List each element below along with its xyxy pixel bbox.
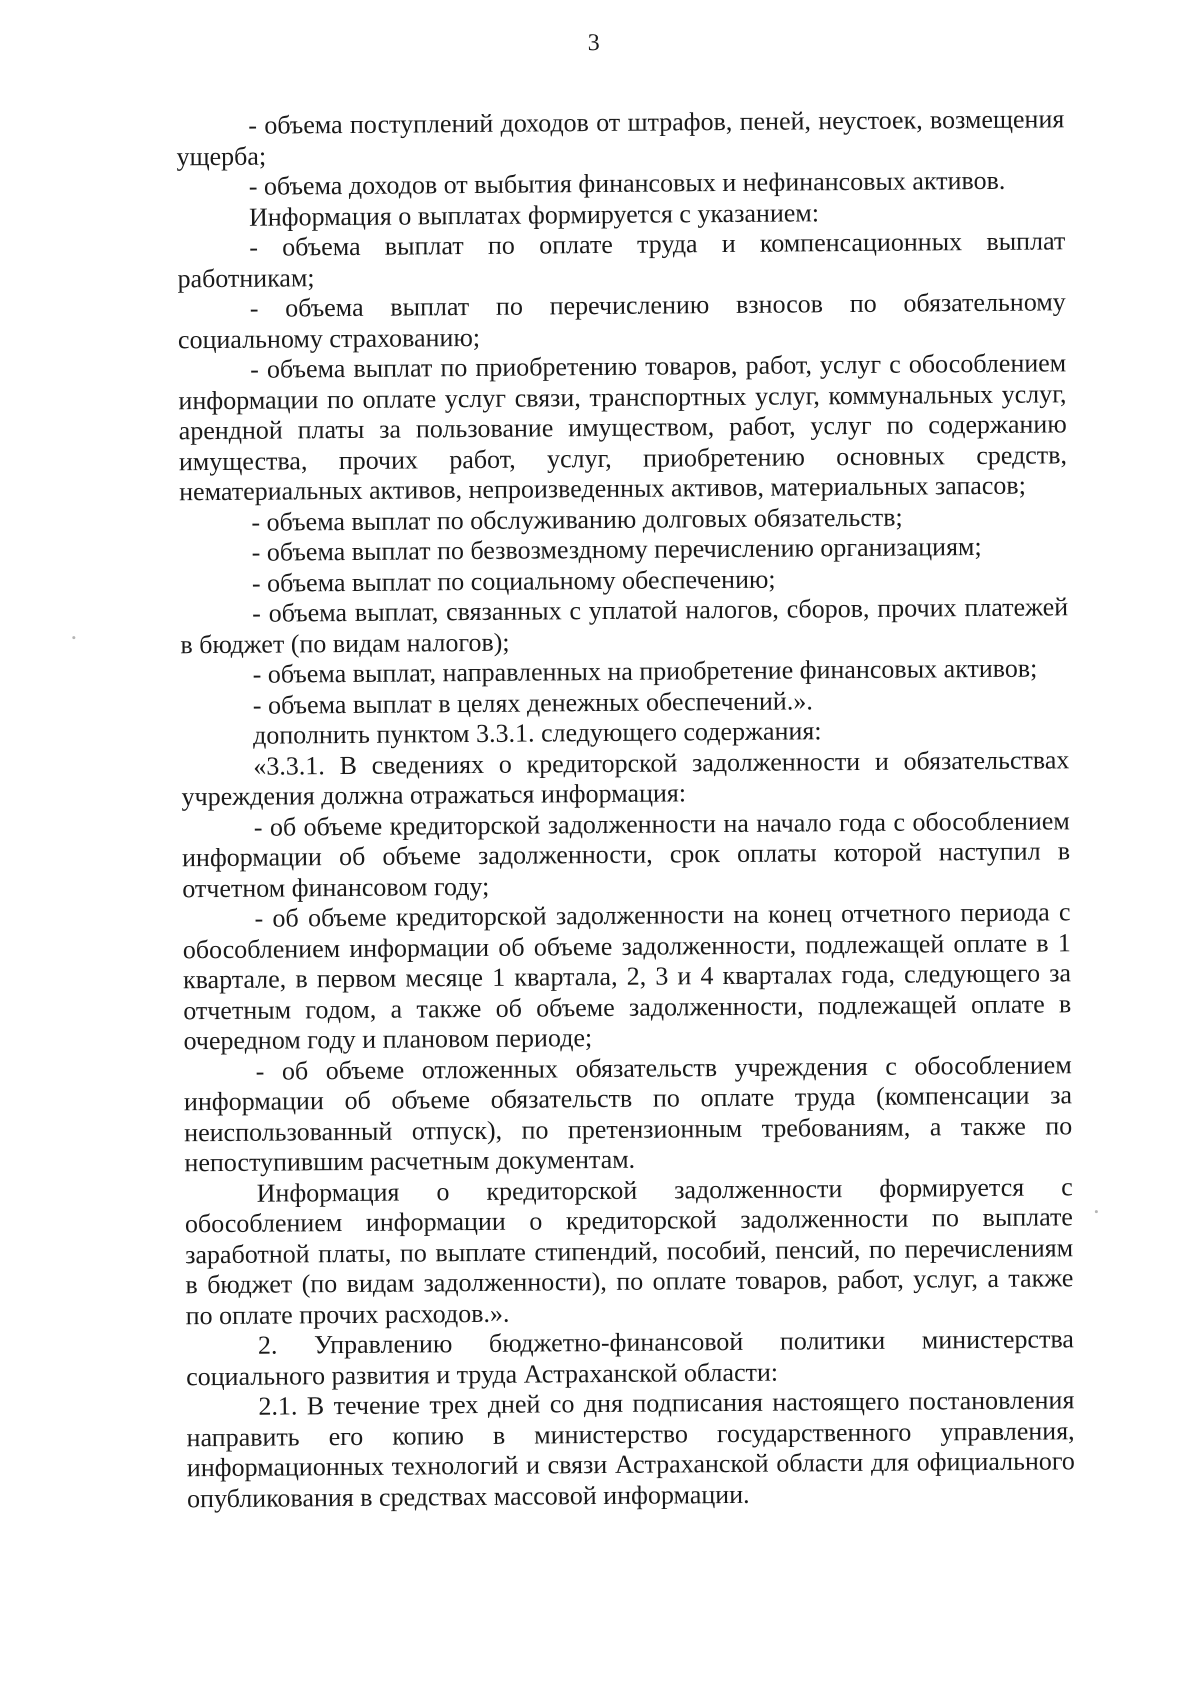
paragraph-15: - об объеме кредиторской задолженности на начало года с обособлением информации об объеме задолженности, срок оплаты которой наступил в отчетном финансовом году; [181,805,1071,903]
paragraph-7: - объема выплат по обслуживанию долговых обязательств; [251,502,903,537]
paragraph-1: - объема поступлений доходов от штрафов, пеней, неустоек, возмещения ущерба; [176,104,1065,171]
paragraph-13: дополнить пунктом 3.3.1. следующего содержания: [252,716,822,750]
paragraph-18: Информация о кредиторской задолженности формируется с обособлением информации о кредиторской задолженности по выплате заработной платы, по выплате стипендий, пособий, пенсий, по перечислениям в бюджет (по видам задолженности), по оплате товаров, работ, услуг, а также по оплате прочих расходов.». [184,1171,1074,1330]
paragraph-6: - объема выплат по приобретению товаров, работ, услуг с обособлением информации по оплате услуг связи, транспортных услуг, коммунальных услуг, арендной платы за пользование имуществом, работ, услуг по содержанию имущества, прочих работ, услуг, приобретению основных средств, нематериальных активов, непроизведенных активов, материальных запасов; [178,348,1068,507]
paragraph-19: 2. Управлению бюджетно-финансовой политики министерства социального развития и труда Астраханской области: [186,1324,1074,1391]
paragraph-9: - объема выплат по социальному обеспечению; [251,564,776,598]
paragraph-20: 2.1. В течение трех дней со дня подписания настоящего постановления направить его копию в министерство государственного управления, информационных технологий и связи Астраханской области для официального опубликования в средствах массовой информации. [186,1385,1075,1513]
paragraph-5: - объема выплат по перечислению взносов по обязательному социальному страхованию; [177,287,1066,354]
paragraph-11: - объема выплат, направленных на приобретение финансовых активов; [252,653,1038,689]
paragraph-3: Информация о выплатах формируется с указанием: [248,197,820,232]
paragraph-2: - объема доходов от выбытия финансовых и нефинансовых активов. [248,165,1006,201]
document-body [176,104,1075,1514]
paragraph-14: «3.3.1. В сведениях о кредиторской задолженности и обязательствах учреждения должна отражаться информация: [181,744,1070,812]
paragraph-12: - объема выплат в целях денежных обеспечений.». [252,685,813,720]
paragraph-4: - объема выплат по оплате труда и компенсационных выплат работникам; [177,226,1066,293]
paragraph-17: - об объеме отложенных обязательств учреждения с обособлением информации об объеме обязательств по оплате труда (компенсации за неиспользованный отпуск), по претензионным требованиям, а также по непоступившим расчетным документам. [183,1049,1073,1178]
paragraph-16: - об объеме кредиторской задолженности на конец отчетного периода с обособлением информации об объеме задолженности, подлежащей оплате в 1 квартале, в первом месяце 1 квартала, 2, 3 и 4 кварталах года, следующего за отчетным годом, а также об объеме задолженности, подлежащей оплате в очередном году и плановом периоде; [182,897,1072,1056]
page-number: 3 [587,29,600,57]
scan-speck [72,636,75,639]
paragraph-10: - объема выплат, связанных с уплатой налогов, сборов, прочих платежей в бюджет (по видам налогов); [180,592,1069,659]
scan-speck [1095,1210,1098,1213]
paragraph-8: - объема выплат по безвозмездному перечислению организациям; [251,531,982,567]
